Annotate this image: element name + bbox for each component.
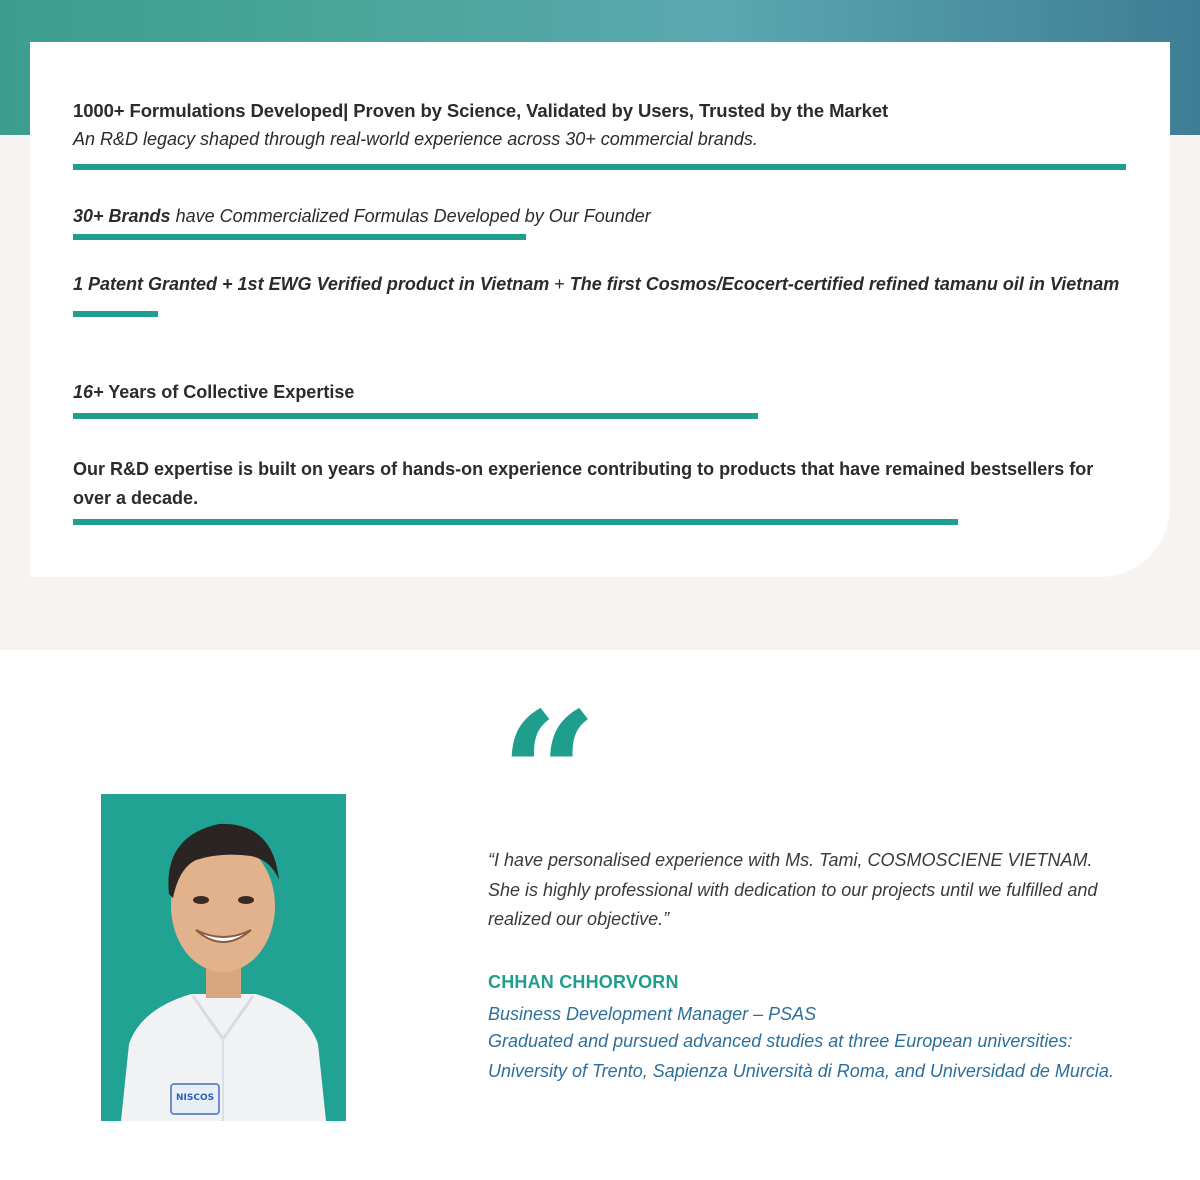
stat-brands-bar	[73, 234, 526, 240]
stats-card	[30, 42, 1170, 577]
stat-brands-rest: have Commercialized Formulas Developed by Our Founder	[170, 206, 651, 226]
testimonial-education: Graduated and pursued advanced studies at three European universities: University of Trento, Sapienza Università di Roma, and Universidad de Murcia.	[488, 1031, 1114, 1081]
stat-expertise-text: Our R&D expertise is built on years of hands-on experience contributing to products that have remained bestsellers for over a decade.	[73, 459, 1094, 508]
quote-mark-icon: “	[500, 675, 598, 875]
testimonial-photo	[101, 794, 346, 1121]
badge-text: NISCOS	[176, 1093, 215, 1103]
stat-patent	[73, 270, 1133, 317]
person-portrait-image	[101, 794, 346, 1121]
stat-experience-text	[73, 378, 758, 407]
stat-brands-lead: 30+ Brands	[73, 206, 171, 226]
stat-patent-plus: +	[549, 274, 570, 294]
testimonial-name: CHHAN CHHORVORN	[488, 972, 679, 992]
stat-experience	[73, 378, 758, 419]
stat-patent-part1: 1 Patent Granted + 1st EWG Verified product in Vietnam	[73, 274, 550, 294]
stat-patent-bar	[73, 311, 158, 317]
stat-brands	[73, 202, 651, 240]
stat-patent-text	[73, 270, 1133, 299]
stat-experience-lead: 16+	[73, 382, 104, 402]
stat-patent-part2: The first Cosmos/Ecocert-certified refined tamanu oil in Vietnam	[569, 274, 1120, 294]
stat-experience-rest: Years of Collective Expertise	[103, 382, 355, 402]
stat-formulations-subtitle: An R&D legacy shaped through real-world experience across 30+ commercial brands.	[73, 129, 758, 149]
stat-formulations-bar	[73, 164, 1126, 170]
stat-brands-text	[73, 202, 651, 231]
testimonial-role: Business Development Manager – PSAS	[488, 1004, 817, 1024]
stat-formulations-title: 1000+ Formulations Developed| Proven by Science, Validated by Users, Trusted by the Market	[73, 100, 889, 121]
testimonial-quote: “I have personalised experience with Ms. Tami, COSMOSCIENE VIETNAM. She is highly professional with dedication to our projects until we fulfilled and realized our objective.”	[488, 850, 1098, 929]
stat-expertise	[73, 455, 1133, 525]
stat-formulations	[73, 96, 1133, 170]
stat-expertise-bar	[73, 519, 958, 525]
stat-experience-bar	[73, 413, 758, 419]
